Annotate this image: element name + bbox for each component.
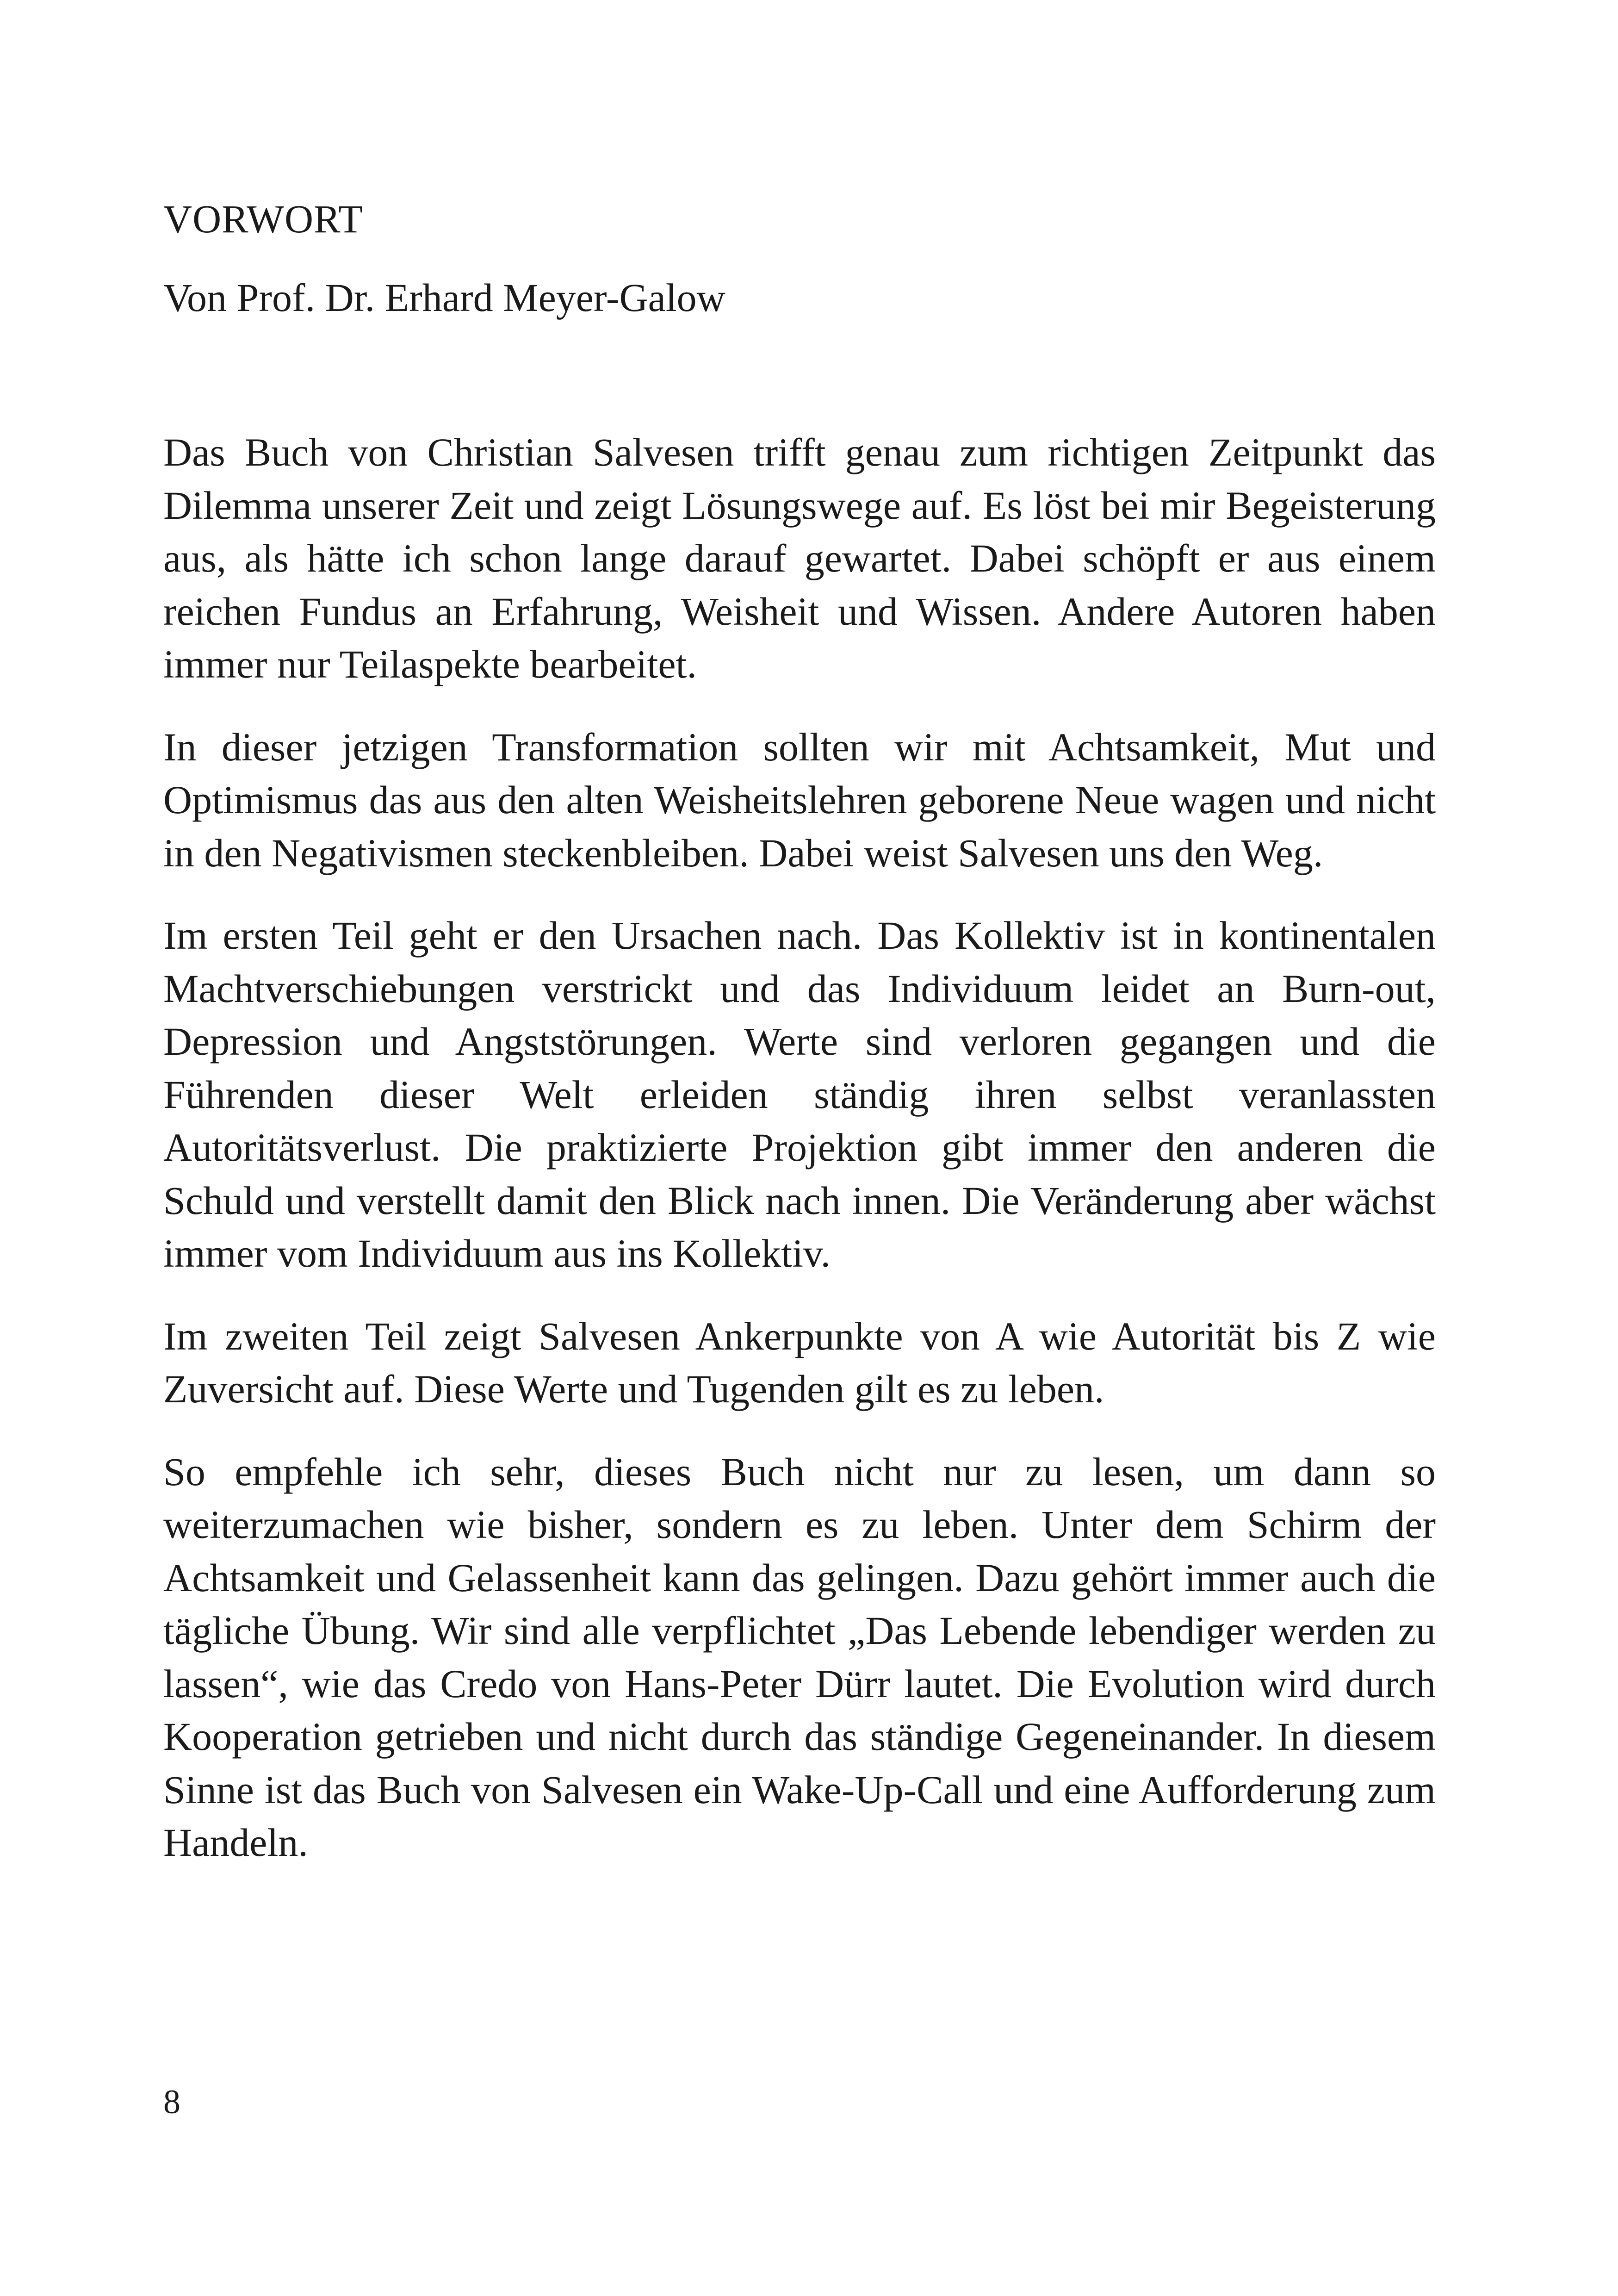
paragraph: Im ersten Teil geht er den Ursachen nach. Das Kollektiv ist in kontinentalen Machtverschiebungen verstrickt und das Individuum leidet an Burn-out, Depression und Angststörungen. Werte sind verloren gegangen und die Führenden dieser Welt erleiden ständig ihren selbst veranlassten Autoritätsverlust. Die praktizierte Projektion gibt immer den anderen die Schuld und verstellt damit den Blick nach innen. Die Veränderung aber wächst immer vom Individuum aus ins Kollektiv. — [163, 913, 1436, 1276]
paragraph: Das Buch von Christian Salvesen trifft genau zum richtigen Zeitpunkt das Dilemma unserer Zeit und zeigt Lösungswege auf. Es löst bei mir Begeisterung aus, als hätte ich schon lange darauf gewartet. Dabei schöpft er aus einem reichen Fundus an Erfahrung, Weisheit und Wissen. Andere Autoren haben immer nur Teilaspekte bearbeitet. — [163, 430, 1436, 686]
section-heading: VORWORT — [163, 197, 363, 241]
page-number: 8 — [163, 2083, 180, 2121]
body-text — [163, 426, 1436, 1899]
paragraph: So empfehle ich sehr, dieses Buch nicht nur zu lesen, um dann so weiterzumachen wie bisher, sondern es zu leben. Unter dem Schirm der Achtsamkeit und Gelassenheit kann das gelingen. Dazu gehört immer auch die tägliche Übung. Wir sind alle verpflichtet „Das Lebende lebendiger werden zu lassen“, wie das Credo von Hans-Peter Dürr lautet. Die Evolution wird durch Kooperation getrieben und nicht durch das ständige Gegeneinander. In diesem Sinne ist das Buch von Salvesen ein Wake-Up-Call und eine Aufforderung zum Handeln. — [163, 1449, 1436, 1865]
author-byline: Von Prof. Dr. Erhard Meyer-Galow — [163, 275, 725, 320]
paragraph: Im zweiten Teil zeigt Salvesen Ankerpunkte von A wie Autorität bis Z wie Zuversicht auf. Diese Werte und Tugenden gilt es zu leben. — [163, 1313, 1436, 1411]
paragraph: In dieser jetzigen Transformation sollten wir mit Achtsamkeit, Mut und Optimismus das aus den alten Weisheitslehren geborene Neue wagen und nicht in den Negativismen steckenbleiben. Dabei weist Salvesen uns den Weg. — [163, 724, 1436, 875]
